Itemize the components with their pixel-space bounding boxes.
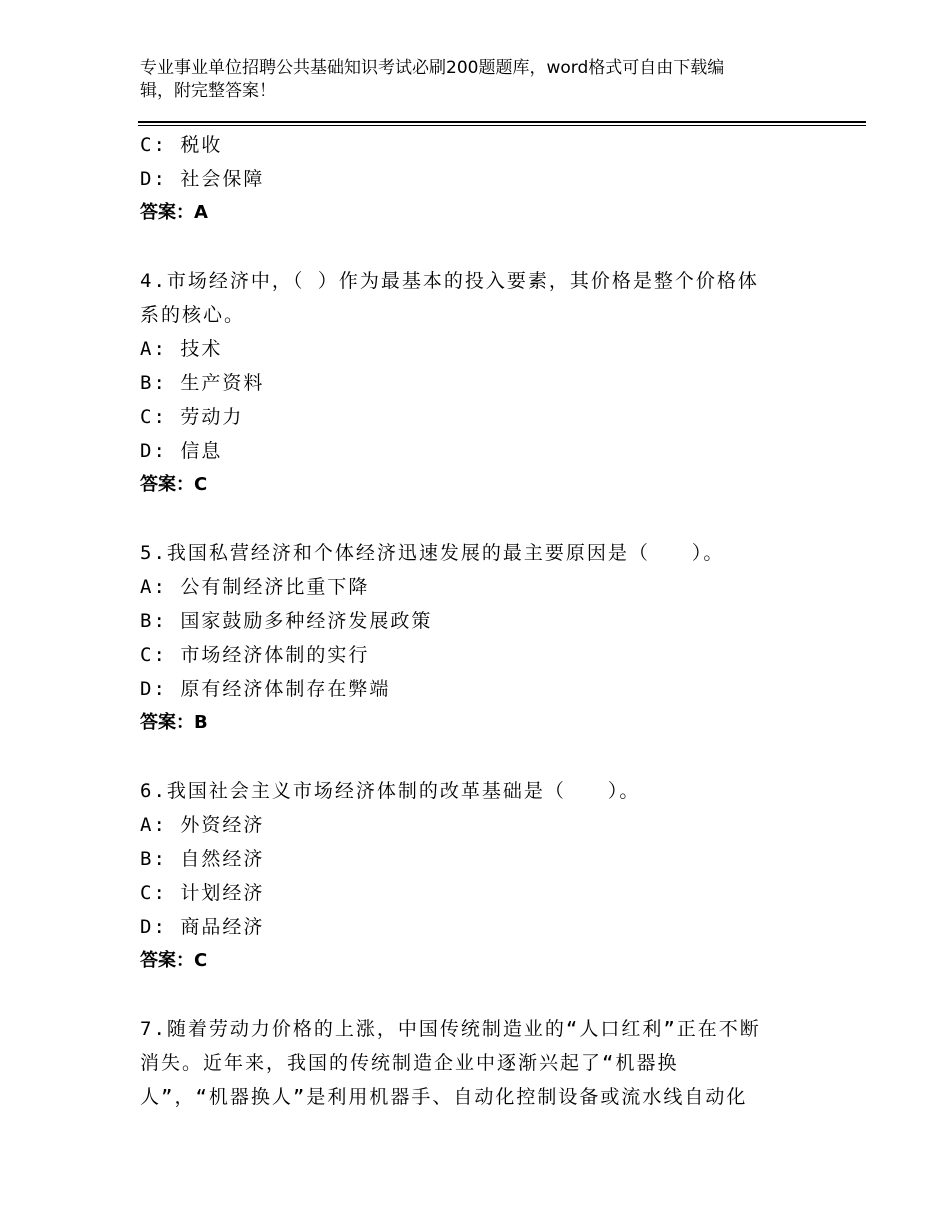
spacer xyxy=(140,978,820,1012)
option-c: C: 劳动力 xyxy=(140,406,244,428)
spacer xyxy=(140,740,820,774)
option-a: A: 技术 xyxy=(140,338,223,360)
spacer xyxy=(140,502,820,536)
question-3 xyxy=(140,128,820,230)
answer-line: 答案：A xyxy=(140,202,208,223)
option-b: B: 自然经济 xyxy=(140,848,265,870)
option-d: D: 社会保障 xyxy=(140,168,265,190)
question-content xyxy=(140,128,820,1114)
question-stem: 消失。近年来，我国的传统制造企业中逐渐兴起了“机器换 xyxy=(140,1052,679,1074)
question-5 xyxy=(140,536,820,740)
option-a: A: 外资经济 xyxy=(140,814,265,836)
answer-line: 答案：B xyxy=(140,712,208,733)
question-4 xyxy=(140,264,820,502)
option-d: D: 商品经济 xyxy=(140,916,265,938)
option-c: C: 市场经济体制的实行 xyxy=(140,644,370,666)
header-line-1: 专业事业单位招聘公共基础知识考试必刷200题题库，word格式可自由下载编 xyxy=(140,58,725,78)
option-c: C: 税收 xyxy=(140,134,223,156)
option-d: D: 信息 xyxy=(140,440,223,462)
option-a: A: 公有制经济比重下降 xyxy=(140,576,370,598)
option-c: C: 计划经济 xyxy=(140,882,265,904)
document-header xyxy=(140,57,800,103)
header-divider-thin xyxy=(138,125,866,126)
option-b: B: 国家鼓励多种经济发展政策 xyxy=(140,610,433,632)
answer-line: 答案：C xyxy=(140,474,208,495)
spacer xyxy=(140,230,820,264)
option-d: D: 原有经济体制存在弊端 xyxy=(140,678,391,700)
answer-line: 答案：C xyxy=(140,950,208,971)
question-stem: 系的核心。 xyxy=(140,304,246,326)
header-line-2: 辑，附完整答案！ xyxy=(140,81,276,101)
option-b: B: 生产资料 xyxy=(140,372,265,394)
question-6 xyxy=(140,774,820,978)
question-stem: 7.随着劳动力价格的上涨，中国传统制造业的“人口红利”正在不断 xyxy=(140,1018,761,1040)
header-divider-thick xyxy=(138,121,866,123)
question-7 xyxy=(140,1012,820,1114)
question-stem: 4.市场经济中，（ ）作为最基本的投入要素，其价格是整个价格体 xyxy=(140,270,759,292)
question-stem: 人”，“机器换人”是利用机器手、自动化控制设备或流水线自动化 xyxy=(140,1086,748,1108)
question-stem: 5.我国私营经济和个体经济迅速发展的最主要原因是（ ）。 xyxy=(140,542,725,564)
question-stem: 6.我国社会主义市场经济体制的改革基础是（ ）。 xyxy=(140,780,641,802)
